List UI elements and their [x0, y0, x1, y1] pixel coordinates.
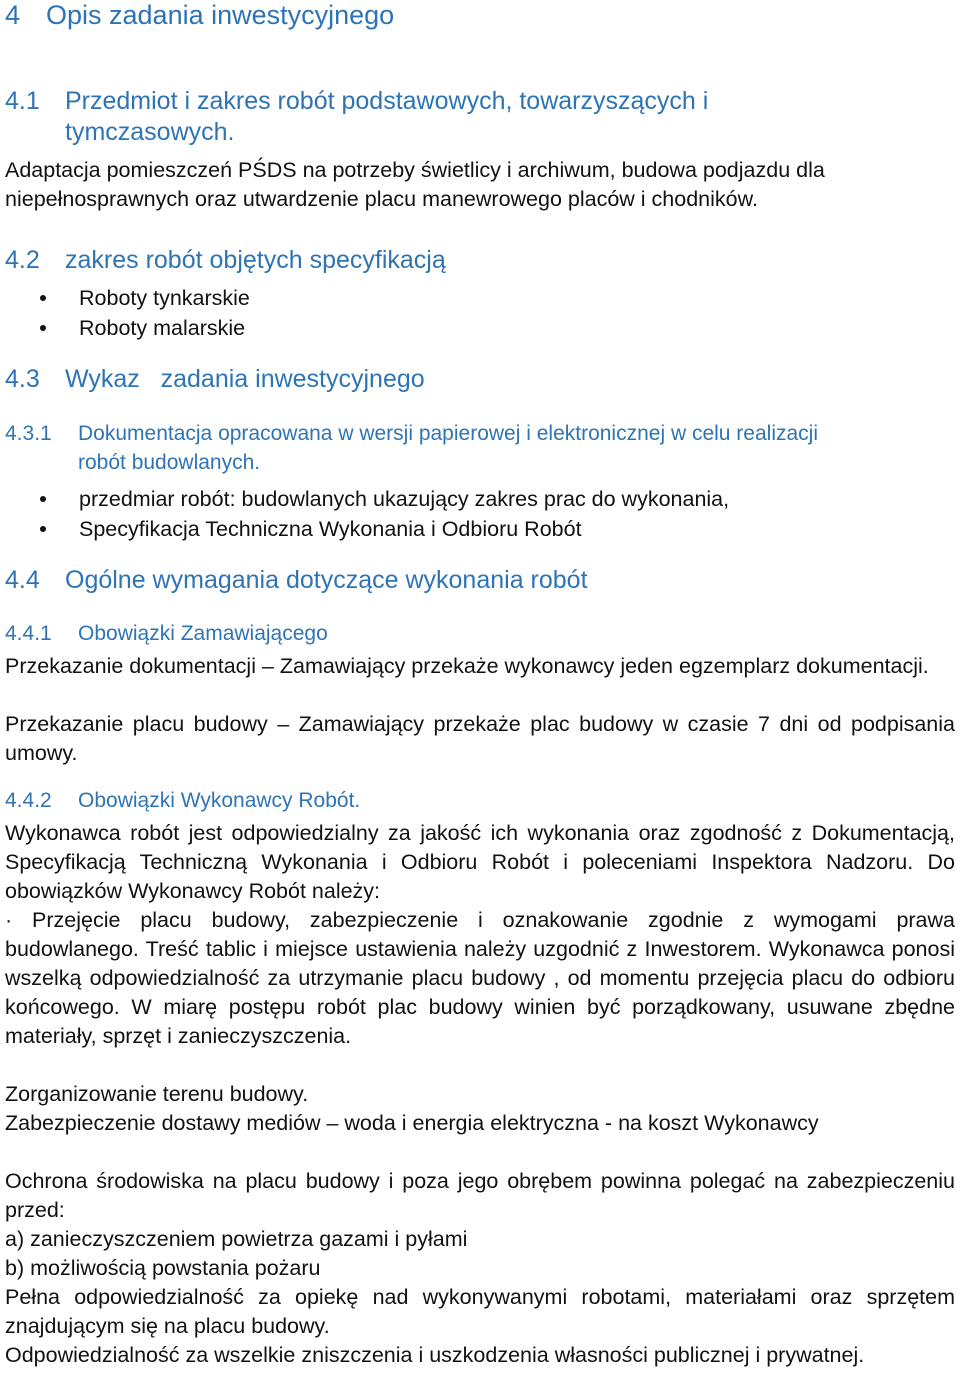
section-4-3-1-number: 4.3.1 [5, 422, 52, 445]
section-4-heading [5, 0, 955, 30]
paragraph: Przekazanie dokumentacji – Zamawiający przekaże wykonawcy jeden egzemplarz dokumentacji. [5, 654, 929, 678]
section-4-3-number: 4.3 [5, 365, 40, 393]
paragraph: a) zanieczyszczeniem powietrza gazami i pyłami [5, 1227, 468, 1251]
paragraph: · Przejęcie placu budowy, zabezpieczenie i oznakowanie zgodnie z wymogami prawa budowlanego. Treść tablic i miejsce ustawienia należy uzgodnić z Inwestorem. Wykonawca ponosi wszelką odpowiedzialność za utrzymanie placu budowy , od momentu przejęcia placu do odbioru końcowego. W miarę postępu robót plac budowy winien być porządkowany, usuwane zbędne materiały, sprzęt i zanieczyszczenia. [5, 908, 955, 1048]
paragraph: Ochrona środowiska na placu budowy i poza jego obrębem powinna polegać na zabezpieczeniu przed: [5, 1169, 955, 1222]
bullet-icon [40, 325, 46, 331]
section-4-3-1-heading [5, 420, 955, 448]
section-4-4-heading [5, 565, 955, 595]
section-4-4-2-number: 4.4.2 [5, 789, 52, 812]
section-4-3-title: Wykaz zadania inwestycyjnego [65, 365, 425, 393]
section-4-4-1-heading [5, 620, 955, 648]
paragraph: Zabezpieczenie dostawy mediów – woda i energia elektryczna - na koszt Wykonawcy [5, 1111, 819, 1135]
section-4-2-heading [5, 245, 955, 275]
paragraph: Wykonawca robót jest odpowiedzialny za jakość ich wykonania oraz zgodność z Dokumentacją, Specyfikacją Techniczną Wykonania i Odbioru Robót i poleceniami Inspektora Nadzoru. Do obowiązków Wykonawcy Robót należy: [5, 821, 955, 903]
section-4-4-2-title: Obowiązki Wykonawcy Robót. [78, 789, 361, 812]
section-4-1-heading [5, 86, 955, 116]
section-4-4-title: Ogólne wymagania dotyczące wykonania robót [65, 566, 588, 594]
section-4-4-1-number: 4.4.1 [5, 622, 52, 645]
section-4-2-number: 4.2 [5, 246, 40, 274]
section-4-1-text: Adaptacja pomieszczeń PŚDS na potrzeby świetlicy i archiwum, budowa podjazdu dla niepełnosprawnych oraz utwardzenie placu manewrowego placów i chodników. [5, 158, 825, 211]
bullet-icon [40, 295, 46, 301]
bullet-icon [40, 496, 46, 502]
section-4-4-2-heading [5, 787, 955, 815]
paragraph: Zorganizowanie terenu budowy. [5, 1082, 309, 1106]
section-4-1-number: 4.1 [5, 87, 40, 115]
section-4-4-number: 4.4 [5, 566, 40, 594]
paragraph: Przekazanie placu budowy – Zamawiający przekaże plac budowy w czasie 7 dni od podpisania umowy. [5, 712, 955, 765]
section-4-3-1-title-line1: Dokumentacja opracowana w wersji papierowej i elektronicznej w celu realizacji [78, 422, 819, 445]
paragraph: Odpowiedzialność za wszelkie zniszczenia i uszkodzenia własności publicznej i prywatnej. [5, 1343, 865, 1367]
section-4-3-heading [5, 364, 955, 394]
section-4-title: Opis zadania inwestycyjnego [46, 0, 395, 30]
section-4-4-1-title: Obowiązki Zamawiającego [78, 622, 328, 645]
section-4-3-1-title-line2: robót budowlanych. [78, 451, 261, 474]
bullet-icon [40, 526, 46, 532]
section-4-1-title-line2: tymczasowych. [65, 118, 235, 146]
section-4-2-title: zakres robót objętych specyfikacją [65, 246, 446, 274]
paragraph: Pełna odpowiedzialność za opiekę nad wykonywanymi robotami, materiałami oraz sprzętem znajdującym się na placu budowy. [5, 1285, 955, 1338]
paragraph: b) możliwością powstania pożaru [5, 1256, 321, 1280]
section-4-number: 4 [5, 0, 21, 30]
section-4-1-title-line1: Przedmiot i zakres robót podstawowych, towarzyszących i [65, 87, 709, 115]
